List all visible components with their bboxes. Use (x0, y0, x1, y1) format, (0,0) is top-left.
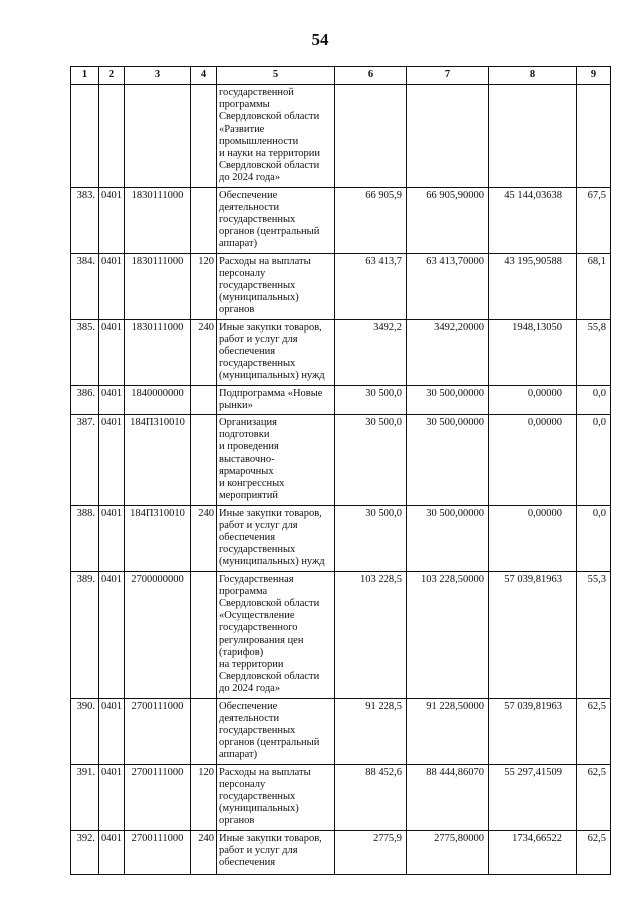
section-code: 0401 (99, 764, 125, 830)
approved-amount: 88 444,86070 (407, 764, 489, 830)
planned-amount: 30 500,0 (335, 415, 407, 505)
executed-amount: 55 297,41509 (489, 764, 577, 830)
executed-amount: 45 144,03638 (489, 187, 577, 253)
row-number: 392. (71, 830, 99, 874)
planned-amount: 63 413,7 (335, 253, 407, 319)
execution-percent: 0,0 (577, 385, 611, 414)
section-code: 0401 (99, 319, 125, 385)
approved-amount: 63 413,70000 (407, 253, 489, 319)
section-code: 0401 (99, 830, 125, 874)
planned-amount: 30 500,0 (335, 505, 407, 571)
execution-percent: 0,0 (577, 415, 611, 505)
column-header-8: 8 (489, 67, 577, 85)
approved-amount (407, 85, 489, 188)
approved-amount: 30 500,00000 (407, 415, 489, 505)
executed-amount (489, 85, 577, 188)
section-code (99, 85, 125, 188)
planned-amount: 66 905,9 (335, 187, 407, 253)
target-code: 2700111000 (125, 764, 191, 830)
row-number (71, 85, 99, 188)
expense-type: 240 (191, 830, 217, 874)
expense-type (191, 698, 217, 764)
execution-percent: 55,3 (577, 571, 611, 698)
executed-amount: 0,00000 (489, 415, 577, 505)
table-row (71, 830, 611, 874)
table-row (71, 505, 611, 571)
column-header-2: 2 (99, 67, 125, 85)
execution-percent: 62,5 (577, 830, 611, 874)
planned-amount: 2775,9 (335, 830, 407, 874)
table-row (71, 385, 611, 414)
section-code: 0401 (99, 698, 125, 764)
planned-amount: 30 500,0 (335, 385, 407, 414)
planned-amount: 91 228,5 (335, 698, 407, 764)
row-number: 383. (71, 187, 99, 253)
item-name: Государственная программа Свердловской области «Осуществление государственного регулирования цен (тарифов) на территории Свердловской области до 2024 года» (217, 571, 335, 698)
execution-percent: 0,0 (577, 505, 611, 571)
column-header-1: 1 (71, 67, 99, 85)
table-row (71, 253, 611, 319)
planned-amount: 103 228,5 (335, 571, 407, 698)
target-code: 2700000000 (125, 571, 191, 698)
executed-amount: 0,00000 (489, 505, 577, 571)
row-number: 388. (71, 505, 99, 571)
table-body (71, 85, 611, 875)
expense-type: 120 (191, 764, 217, 830)
execution-percent: 68,1 (577, 253, 611, 319)
expense-type (191, 385, 217, 414)
approved-amount: 2775,80000 (407, 830, 489, 874)
target-code: 1830111000 (125, 319, 191, 385)
approved-amount: 66 905,90000 (407, 187, 489, 253)
column-header-5: 5 (217, 67, 335, 85)
planned-amount: 3492,2 (335, 319, 407, 385)
execution-percent: 62,5 (577, 698, 611, 764)
row-number: 390. (71, 698, 99, 764)
target-code: 184П310010 (125, 415, 191, 505)
execution-percent: 67,5 (577, 187, 611, 253)
executed-amount: 43 195,90588 (489, 253, 577, 319)
approved-amount: 30 500,00000 (407, 505, 489, 571)
table-row (71, 85, 611, 188)
item-name: Иные закупки товаров, работ и услуг для обеспечения государственных (муниципальных) нужд (217, 319, 335, 385)
executed-amount: 57 039,81963 (489, 698, 577, 764)
executed-amount: 1948,13050 (489, 319, 577, 385)
item-name: Иные закупки товаров, работ и услуг для обеспечения государственных (муниципальных) нужд (217, 505, 335, 571)
item-name: Расходы на выплаты персоналу государственных (муниципальных) органов (217, 764, 335, 830)
row-number: 391. (71, 764, 99, 830)
approved-amount: 30 500,00000 (407, 385, 489, 414)
execution-percent (577, 85, 611, 188)
section-code: 0401 (99, 505, 125, 571)
item-name: Обеспечение деятельности государственных органов (центральный аппарат) (217, 187, 335, 253)
expense-type (191, 571, 217, 698)
column-header-9: 9 (577, 67, 611, 85)
expense-type (191, 187, 217, 253)
table-row (71, 187, 611, 253)
page-number: 54 (311, 30, 329, 49)
budget-table (70, 66, 611, 875)
planned-amount: 88 452,6 (335, 764, 407, 830)
row-number: 389. (71, 571, 99, 698)
table-row (71, 698, 611, 764)
expense-type (191, 85, 217, 188)
row-number: 387. (71, 415, 99, 505)
target-code: 1840000000 (125, 385, 191, 414)
item-name: Обеспечение деятельности государственных органов (центральный аппарат) (217, 698, 335, 764)
row-number: 386. (71, 385, 99, 414)
table-row (71, 571, 611, 698)
target-code: 1830111000 (125, 253, 191, 319)
expense-type: 120 (191, 253, 217, 319)
planned-amount (335, 85, 407, 188)
section-code: 0401 (99, 385, 125, 414)
execution-percent: 62,5 (577, 764, 611, 830)
approved-amount: 103 228,50000 (407, 571, 489, 698)
section-code: 0401 (99, 571, 125, 698)
table-row (71, 415, 611, 505)
row-number: 385. (71, 319, 99, 385)
executed-amount: 1734,66522 (489, 830, 577, 874)
section-code: 0401 (99, 187, 125, 253)
executed-amount: 57 039,81963 (489, 571, 577, 698)
section-code: 0401 (99, 253, 125, 319)
execution-percent: 55,8 (577, 319, 611, 385)
row-number: 384. (71, 253, 99, 319)
expense-type: 240 (191, 505, 217, 571)
expense-type: 240 (191, 319, 217, 385)
executed-amount: 0,00000 (489, 385, 577, 414)
approved-amount: 3492,20000 (407, 319, 489, 385)
target-code (125, 85, 191, 188)
table-row (71, 319, 611, 385)
target-code: 184П310010 (125, 505, 191, 571)
header-row (71, 67, 611, 85)
section-code: 0401 (99, 415, 125, 505)
column-header-3: 3 (125, 67, 191, 85)
item-name: Организация подготовки и проведения выставочно- ярмарочных и конгрессных мероприятий (217, 415, 335, 505)
approved-amount: 91 228,50000 (407, 698, 489, 764)
column-header-7: 7 (407, 67, 489, 85)
column-header-4: 4 (191, 67, 217, 85)
column-header-6: 6 (335, 67, 407, 85)
expense-type (191, 415, 217, 505)
item-name: Иные закупки товаров, работ и услуг для обеспечения (217, 830, 335, 874)
item-name: Подпрограмма «Новые рынки» (217, 385, 335, 414)
target-code: 2700111000 (125, 698, 191, 764)
table-header (71, 67, 611, 85)
item-name: Расходы на выплаты персоналу государственных (муниципальных) органов (217, 253, 335, 319)
item-name: государственной программы Свердловской области «Развитие промышленности и науки на территории Свердловской области до 2024 года» (217, 85, 335, 188)
target-code: 1830111000 (125, 187, 191, 253)
target-code: 2700111000 (125, 830, 191, 874)
table-row (71, 764, 611, 830)
